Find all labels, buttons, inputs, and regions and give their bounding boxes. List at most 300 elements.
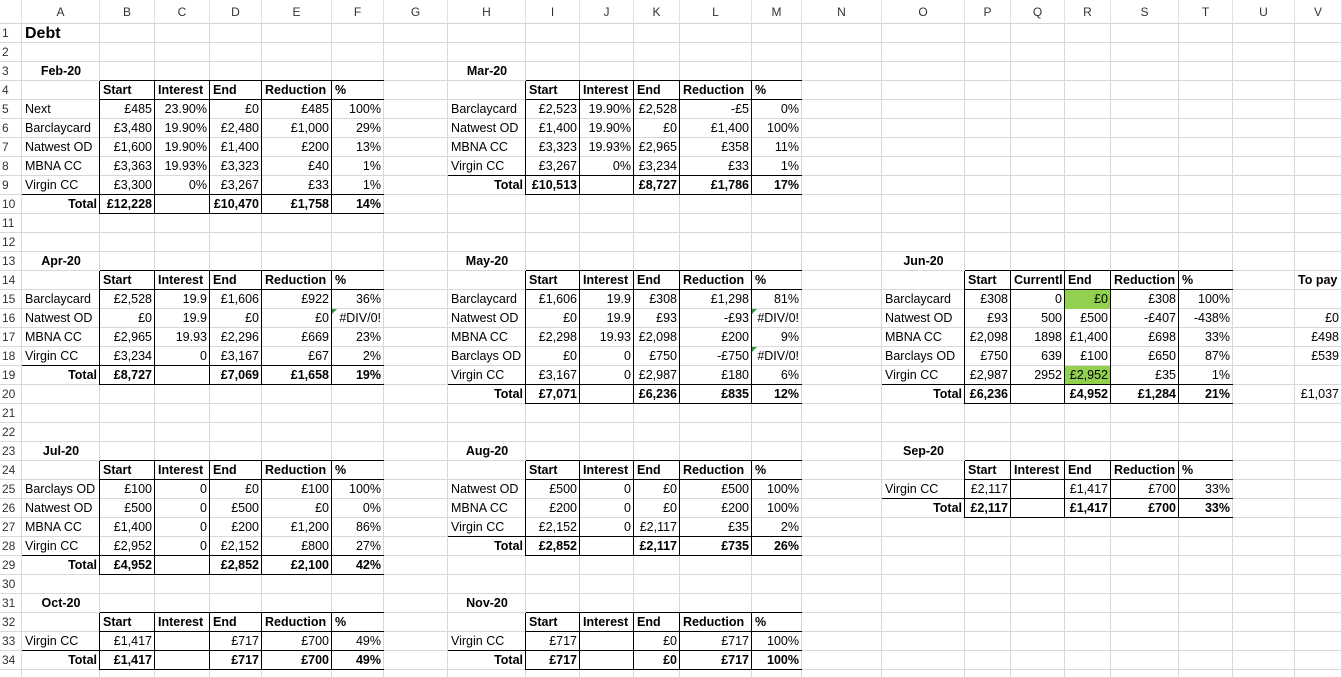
value-cell[interactable]: 0% xyxy=(362,501,381,515)
column-header-p[interactable]: P xyxy=(965,0,1011,24)
debt-name[interactable]: Barclaycard xyxy=(25,292,91,306)
value-cell[interactable]: 1% xyxy=(362,178,381,192)
value-cell[interactable]: 100% xyxy=(767,482,799,496)
value-cell[interactable]: £800 xyxy=(301,539,329,553)
value-cell[interactable]: £1,400 xyxy=(538,121,577,135)
value-cell[interactable]: £2,528 xyxy=(113,292,152,306)
value-cell[interactable]: 19.90% xyxy=(164,140,207,154)
row-header-11[interactable]: 11 xyxy=(2,216,15,230)
value-cell[interactable]: £0 xyxy=(663,501,677,515)
header-start[interactable]: Start xyxy=(103,615,132,629)
value-cell[interactable]: 639 xyxy=(1041,349,1062,363)
value-cell[interactable]: 0 xyxy=(200,501,207,515)
value-cell[interactable]: £2,952 xyxy=(113,539,152,553)
row-header-5[interactable]: 5 xyxy=(2,102,9,116)
header-end[interactable]: End xyxy=(637,615,661,629)
value-cell[interactable]: £3,267 xyxy=(538,159,577,173)
row-header-28[interactable]: 28 xyxy=(2,539,16,553)
debt-name[interactable]: Barclays OD xyxy=(25,482,96,496)
debt-name[interactable]: Natwest OD xyxy=(25,140,93,154)
total-label[interactable]: Total xyxy=(494,653,523,667)
value-cell[interactable]: £500 xyxy=(124,501,152,515)
value-cell[interactable]: 23% xyxy=(355,330,381,344)
debt-name[interactable]: Virgin CC xyxy=(25,349,79,363)
header-reduction[interactable]: Reduction xyxy=(683,463,745,477)
value-cell[interactable]: 19.90% xyxy=(588,121,631,135)
header-reduction[interactable]: Reduction xyxy=(683,273,745,287)
debt-name[interactable]: MBNA CC xyxy=(25,159,82,173)
total-pct[interactable]: 17% xyxy=(773,178,799,192)
header-end[interactable]: End xyxy=(213,83,237,97)
value-cell[interactable]: 9% xyxy=(780,330,799,344)
value-cell[interactable]: 100% xyxy=(349,102,381,116)
value-cell[interactable]: 49% xyxy=(355,634,381,648)
value-cell[interactable]: £669 xyxy=(301,330,329,344)
header-pct[interactable]: % xyxy=(335,463,347,477)
header-topay[interactable]: To pay xyxy=(1298,273,1338,287)
total-start[interactable]: £8,727 xyxy=(113,368,152,382)
row-header-1[interactable]: 1 xyxy=(2,26,9,40)
header-pct[interactable]: % xyxy=(335,83,347,97)
value-cell[interactable]: 0 xyxy=(624,501,631,515)
value-cell[interactable]: £717 xyxy=(231,634,259,648)
value-cell[interactable]: 100% xyxy=(767,634,799,648)
row-header-15[interactable]: 15 xyxy=(2,292,16,306)
column-header-j[interactable]: J xyxy=(580,0,634,24)
month-label-mar[interactable]: Mar-20 xyxy=(466,64,508,78)
value-cell[interactable]: 0 xyxy=(624,368,631,382)
total-label[interactable]: Total xyxy=(494,178,523,192)
value-cell[interactable]: £2,298 xyxy=(538,330,577,344)
total-reduction[interactable]: £700 xyxy=(1148,501,1176,515)
value-cell[interactable]: £3,234 xyxy=(113,349,152,363)
header-pct[interactable]: % xyxy=(335,273,347,287)
value-cell[interactable]: £0 xyxy=(315,311,329,325)
debt-name[interactable]: Barclaycard xyxy=(451,292,517,306)
column-header-l[interactable]: L xyxy=(680,0,752,24)
value-cell[interactable]: £3,323 xyxy=(220,159,259,173)
value-cell[interactable]: £200 xyxy=(549,501,577,515)
value-cell[interactable]: £180 xyxy=(721,368,749,382)
value-cell[interactable]: 0% xyxy=(612,159,631,173)
column-header-f[interactable]: F xyxy=(332,0,384,24)
month-label-may[interactable]: May-20 xyxy=(465,254,509,268)
value-cell[interactable]: £33 xyxy=(308,178,329,192)
row-header-21[interactable]: 21 xyxy=(2,406,16,420)
column-header-q[interactable]: Q xyxy=(1011,0,1065,24)
value-cell[interactable]: £500 xyxy=(721,482,749,496)
header-pct[interactable]: % xyxy=(755,463,767,477)
value-cell[interactable]: 36% xyxy=(355,292,381,306)
row-header-34[interactable]: 34 xyxy=(2,653,16,667)
month-label-jul[interactable]: Jul-20 xyxy=(42,444,80,458)
value-cell[interactable]: £750 xyxy=(649,349,677,363)
month-label-aug[interactable]: Aug-20 xyxy=(465,444,509,458)
total-start[interactable]: £2,852 xyxy=(538,539,577,553)
header-start[interactable]: Start xyxy=(103,273,132,287)
total-pct[interactable]: 33% xyxy=(1204,501,1230,515)
value-cell[interactable]: £308 xyxy=(649,292,677,306)
value-cell[interactable]: £2,987 xyxy=(638,368,677,382)
total-end[interactable]: £717 xyxy=(231,653,259,667)
row-header-27[interactable]: 27 xyxy=(2,520,16,534)
row-header-22[interactable]: 22 xyxy=(2,425,16,439)
header-pct[interactable]: % xyxy=(755,615,767,629)
value-cell[interactable]: £0 xyxy=(663,634,677,648)
debt-name[interactable]: Natwest OD xyxy=(885,311,953,325)
value-cell[interactable]: £0 xyxy=(138,311,152,325)
value-cell[interactable]: 100% xyxy=(349,482,381,496)
value-cell[interactable]: £0 xyxy=(563,311,577,325)
value-cell[interactable]: 19.93 xyxy=(175,330,207,344)
total-reduction[interactable]: £2,100 xyxy=(290,558,329,572)
value-cell[interactable]: 81% xyxy=(773,292,799,306)
value-cell[interactable]: £33 xyxy=(728,159,749,173)
total-topay[interactable]: £1,037 xyxy=(1300,387,1339,401)
column-header-u[interactable]: U xyxy=(1233,0,1295,24)
topay-cell[interactable]: £539 xyxy=(1311,349,1339,363)
value-cell[interactable]: 0 xyxy=(200,349,207,363)
row-header-14[interactable]: 14 xyxy=(2,273,16,287)
value-cell[interactable]: 23.90% xyxy=(164,102,207,116)
column-header-v[interactable]: V xyxy=(1295,0,1342,24)
value-cell[interactable]: £0 xyxy=(1065,290,1111,309)
row-header-23[interactable]: 23 xyxy=(2,444,16,458)
value-cell[interactable]: £500 xyxy=(549,482,577,496)
row-header-2[interactable]: 2 xyxy=(2,45,9,59)
value-cell[interactable]: 27% xyxy=(355,539,381,553)
header-end[interactable]: End xyxy=(213,463,237,477)
total-label[interactable]: Total xyxy=(933,501,962,515)
total-pct[interactable]: 14% xyxy=(355,197,381,211)
value-cell[interactable]: 0 xyxy=(200,520,207,534)
value-cell[interactable]: 13% xyxy=(355,140,381,154)
value-cell[interactable]: 29% xyxy=(355,121,381,135)
value-cell[interactable]: -438% xyxy=(1193,311,1230,325)
value-cell[interactable]: £0 xyxy=(245,311,259,325)
column-header-d[interactable]: D xyxy=(210,0,262,24)
value-cell[interactable]: 19.9 xyxy=(606,311,631,325)
header-end[interactable]: End xyxy=(213,615,237,629)
value-cell[interactable]: £3,167 xyxy=(538,368,577,382)
debt-name[interactable]: Virgin CC xyxy=(451,159,505,173)
value-cell[interactable]: #DIV/0! xyxy=(757,349,799,363)
row-header-30[interactable]: 30 xyxy=(2,577,16,591)
value-cell[interactable]: 86% xyxy=(355,520,381,534)
debt-name[interactable]: Virgin CC xyxy=(25,634,79,648)
value-cell[interactable]: 19.93% xyxy=(164,159,207,173)
debt-name[interactable]: Barclaycard xyxy=(451,102,517,116)
total-pct[interactable]: 42% xyxy=(355,558,381,572)
value-cell[interactable]: £35 xyxy=(728,520,749,534)
header-start[interactable]: Start xyxy=(529,273,558,287)
value-cell[interactable]: £1,200 xyxy=(290,520,329,534)
value-cell[interactable]: 0 xyxy=(624,349,631,363)
debt-name[interactable]: Virgin CC xyxy=(451,634,505,648)
header-start[interactable]: Start xyxy=(529,83,558,97)
value-cell[interactable]: £40 xyxy=(308,159,329,173)
row-header-25[interactable]: 25 xyxy=(2,482,16,496)
value-cell[interactable]: £2,528 xyxy=(638,102,677,116)
topay-cell[interactable] xyxy=(1295,366,1342,385)
header-start[interactable]: Start xyxy=(529,615,558,629)
header-start[interactable]: Start xyxy=(529,463,558,477)
value-cell[interactable]: £2,117 xyxy=(970,482,1008,496)
value-cell[interactable]: £67 xyxy=(308,349,329,363)
debt-name[interactable]: Virgin CC xyxy=(885,368,939,382)
column-header-h[interactable]: H xyxy=(448,0,526,24)
header-pct[interactable]: % xyxy=(1182,273,1194,287)
header-reduction[interactable]: Reduction xyxy=(1114,463,1176,477)
value-cell[interactable]: £700 xyxy=(1148,482,1176,496)
column-header-e[interactable]: E xyxy=(262,0,332,24)
value-cell[interactable]: 0% xyxy=(188,178,207,192)
total-start[interactable]: £12,228 xyxy=(106,197,152,211)
value-cell[interactable]: -£407 xyxy=(1144,311,1176,325)
value-cell[interactable]: £750 xyxy=(980,349,1008,363)
value-cell[interactable]: 100% xyxy=(767,121,799,135)
header-reduction[interactable]: Reduction xyxy=(683,83,745,97)
value-cell[interactable]: £3,167 xyxy=(220,349,259,363)
total-reduction[interactable]: £1,658 xyxy=(290,368,329,382)
column-header-g[interactable]: G xyxy=(384,0,448,24)
debt-name[interactable]: Next xyxy=(25,102,51,116)
total-pct[interactable]: 26% xyxy=(773,539,799,553)
total-end[interactable]: £8,727 xyxy=(638,178,677,192)
row-header-3[interactable]: 3 xyxy=(2,64,9,78)
value-cell[interactable]: £93 xyxy=(987,311,1008,325)
value-cell[interactable]: £308 xyxy=(980,292,1008,306)
value-cell[interactable]: 1% xyxy=(780,159,799,173)
debt-name[interactable]: Virgin CC xyxy=(451,520,505,534)
row-header-32[interactable]: 32 xyxy=(2,615,16,629)
value-cell[interactable]: 0 xyxy=(200,482,207,496)
header-end[interactable]: End xyxy=(637,463,661,477)
value-cell[interactable]: £2,987 xyxy=(969,368,1008,382)
total-start[interactable]: £717 xyxy=(549,653,577,667)
debt-name[interactable]: Natwest OD xyxy=(25,311,93,325)
month-label-nov[interactable]: Nov-20 xyxy=(466,596,508,610)
total-end[interactable]: £0 xyxy=(663,653,677,667)
value-cell[interactable]: £2,098 xyxy=(638,330,677,344)
header-end[interactable]: End xyxy=(1068,463,1092,477)
topay-cell[interactable]: £0 xyxy=(1325,311,1339,325)
total-label[interactable]: Total xyxy=(68,558,97,572)
value-cell[interactable]: £485 xyxy=(301,102,329,116)
total-pct[interactable]: 19% xyxy=(355,368,381,382)
header-reduction[interactable]: Reduction xyxy=(265,273,327,287)
value-cell[interactable]: 1% xyxy=(362,159,381,173)
value-cell[interactable]: £3,300 xyxy=(113,178,152,192)
value-cell[interactable] xyxy=(1011,480,1065,499)
value-cell[interactable]: 1898 xyxy=(1034,330,1062,344)
value-cell[interactable]: 0% xyxy=(780,102,799,116)
value-cell[interactable]: £1,400 xyxy=(710,121,749,135)
value-cell[interactable]: £200 xyxy=(231,520,259,534)
total-start[interactable]: £1,417 xyxy=(113,653,152,667)
value-cell[interactable]: £1,298 xyxy=(710,292,749,306)
debt-name[interactable]: Barclaycard xyxy=(885,292,951,306)
total-pct[interactable]: 49% xyxy=(355,653,381,667)
total-pct[interactable]: 12% xyxy=(773,387,799,401)
value-cell[interactable]: £717 xyxy=(721,634,749,648)
debt-name[interactable]: Natwest OD xyxy=(451,482,519,496)
value-cell[interactable]: £1,417 xyxy=(1069,482,1108,496)
debt-name[interactable]: Natwest OD xyxy=(451,121,519,135)
value-cell[interactable]: £650 xyxy=(1148,349,1176,363)
header-interest[interactable]: Interest xyxy=(583,83,629,97)
value-cell[interactable]: £100 xyxy=(301,482,329,496)
value-cell[interactable]: £3,234 xyxy=(638,159,677,173)
month-label-apr[interactable]: Apr-20 xyxy=(41,254,81,268)
value-cell[interactable]: 11% xyxy=(774,140,799,154)
total-reduction[interactable]: £1,786 xyxy=(710,178,749,192)
debt-name[interactable]: MBNA CC xyxy=(25,330,82,344)
total-reduction[interactable]: £835 xyxy=(721,387,749,401)
value-cell[interactable]: £3,480 xyxy=(113,121,152,135)
column-header-r[interactable]: R xyxy=(1065,0,1111,24)
value-cell[interactable]: #DIV/0! xyxy=(757,311,799,325)
value-cell[interactable]: -£750 xyxy=(717,349,749,363)
row-header-10[interactable]: 10 xyxy=(2,197,16,211)
value-cell[interactable]: 2952 xyxy=(1034,368,1062,382)
total-start[interactable]: £4,952 xyxy=(113,558,152,572)
value-cell[interactable]: 19.90% xyxy=(164,121,207,135)
topay-cell[interactable] xyxy=(1295,290,1342,309)
value-cell[interactable]: £1,606 xyxy=(538,292,577,306)
row-header-29[interactable]: 29 xyxy=(2,558,16,572)
value-cell[interactable] xyxy=(580,632,634,651)
debt-name[interactable]: Barclaycard xyxy=(25,121,91,135)
total-reduction[interactable]: £700 xyxy=(301,653,329,667)
row-header-7[interactable]: 7 xyxy=(2,140,9,154)
total-pct[interactable]: 100% xyxy=(767,653,799,667)
total-start[interactable]: £6,236 xyxy=(969,387,1008,401)
total-end[interactable]: £2,117 xyxy=(639,539,677,553)
value-cell[interactable]: £2,296 xyxy=(220,330,259,344)
value-cell[interactable]: 2% xyxy=(780,520,799,534)
value-cell[interactable]: £485 xyxy=(124,102,152,116)
total-reduction[interactable]: £1,284 xyxy=(1137,387,1176,401)
header-reduction[interactable]: Reduction xyxy=(265,83,327,97)
total-label[interactable]: Total xyxy=(494,539,523,553)
value-cell[interactable]: £100 xyxy=(124,482,152,496)
header-interest[interactable]: Interest xyxy=(1014,463,1060,477)
row-header-4[interactable]: 4 xyxy=(2,83,9,97)
total-label[interactable]: Total xyxy=(68,368,97,382)
value-cell[interactable]: £700 xyxy=(301,634,329,648)
value-cell[interactable]: £2,965 xyxy=(113,330,152,344)
header-start[interactable]: Start xyxy=(968,463,997,477)
value-cell[interactable]: £717 xyxy=(549,634,577,648)
value-cell[interactable]: 19.9 xyxy=(182,292,207,306)
month-label-sep[interactable]: Sep-20 xyxy=(903,444,944,458)
row-header-31[interactable]: 31 xyxy=(2,596,16,610)
row-header-26[interactable]: 26 xyxy=(2,501,16,515)
value-cell[interactable]: 0 xyxy=(200,539,207,553)
value-cell[interactable]: £0 xyxy=(245,102,259,116)
total-end[interactable]: £6,236 xyxy=(638,387,677,401)
column-header-m[interactable]: M xyxy=(752,0,802,24)
value-cell[interactable]: £2,952 xyxy=(1065,366,1111,385)
value-cell[interactable]: £93 xyxy=(656,311,677,325)
value-cell[interactable]: £100 xyxy=(1080,349,1108,363)
value-cell[interactable]: 0 xyxy=(624,520,631,534)
value-cell[interactable]: 19.90% xyxy=(588,102,631,116)
value-cell[interactable]: £2,117 xyxy=(639,520,677,534)
value-cell[interactable]: 100% xyxy=(1198,292,1230,306)
value-cell[interactable]: £35 xyxy=(1155,368,1176,382)
row-header-9[interactable]: 9 xyxy=(2,178,9,192)
debt-name[interactable]: Virgin CC xyxy=(451,368,505,382)
value-cell[interactable]: £922 xyxy=(301,292,329,306)
header-reduction[interactable]: Reduction xyxy=(683,615,745,629)
value-cell[interactable]: 19.9 xyxy=(182,311,207,325)
header-end[interactable]: End xyxy=(213,273,237,287)
total-label[interactable]: Total xyxy=(494,387,523,401)
total-reduction[interactable]: £1,758 xyxy=(290,197,329,211)
column-header-b[interactable]: B xyxy=(100,0,155,24)
total-end[interactable]: £2,852 xyxy=(220,558,259,572)
sheet-title[interactable]: Debt xyxy=(25,25,61,42)
header-interest[interactable]: Interest xyxy=(158,273,204,287)
header-pct[interactable]: % xyxy=(755,83,767,97)
total-end[interactable]: £7,069 xyxy=(220,368,259,382)
value-cell[interactable]: £0 xyxy=(663,121,677,135)
row-header-8[interactable]: 8 xyxy=(2,159,9,173)
header-end[interactable]: End xyxy=(1068,273,1092,287)
value-cell[interactable]: 19.9 xyxy=(606,292,631,306)
value-cell[interactable]: £200 xyxy=(721,330,749,344)
debt-name[interactable]: Virgin CC xyxy=(25,178,79,192)
header-interest[interactable]: Interest xyxy=(583,273,629,287)
value-cell[interactable]: £0 xyxy=(563,349,577,363)
total-label[interactable]: Total xyxy=(68,197,97,211)
debt-name[interactable]: MBNA CC xyxy=(451,501,508,515)
value-cell[interactable]: £3,267 xyxy=(220,178,259,192)
value-cell[interactable]: 1% xyxy=(1211,368,1230,382)
debt-name[interactable]: Barclays OD xyxy=(451,349,522,363)
debt-name[interactable]: Virgin CC xyxy=(885,482,939,496)
value-cell[interactable]: £0 xyxy=(663,482,677,496)
value-cell[interactable]: 19.93% xyxy=(588,140,631,154)
header-start[interactable]: Start xyxy=(103,463,132,477)
month-label-feb[interactable]: Feb-20 xyxy=(40,64,82,78)
total-reduction[interactable]: £735 xyxy=(721,539,749,553)
header-reduction[interactable]: Reduction xyxy=(1114,273,1176,287)
row-header-24[interactable]: 24 xyxy=(2,463,16,477)
header-end[interactable]: End xyxy=(637,273,661,287)
row-header-16[interactable]: 16 xyxy=(2,311,16,325)
value-cell[interactable]: £1,400 xyxy=(113,520,152,534)
column-header-c[interactable]: C xyxy=(155,0,210,24)
total-label[interactable]: Total xyxy=(68,653,97,667)
debt-name[interactable]: MBNA CC xyxy=(451,330,508,344)
value-cell[interactable]: £2,098 xyxy=(969,330,1008,344)
value-cell[interactable]: 2% xyxy=(362,349,381,363)
debt-name[interactable]: MBNA CC xyxy=(451,140,508,154)
value-cell[interactable]: £3,323 xyxy=(538,140,577,154)
value-cell[interactable]: -£93 xyxy=(723,311,749,325)
value-cell[interactable]: £1,606 xyxy=(220,292,259,306)
value-cell[interactable]: £200 xyxy=(721,501,749,515)
row-header-18[interactable]: 18 xyxy=(2,349,16,363)
value-cell[interactable]: 500 xyxy=(1041,311,1062,325)
debt-name[interactable]: MBNA CC xyxy=(25,520,82,534)
header-pct[interactable]: % xyxy=(755,273,767,287)
row-header-20[interactable]: 20 xyxy=(2,387,16,401)
value-cell[interactable]: £0 xyxy=(245,482,259,496)
